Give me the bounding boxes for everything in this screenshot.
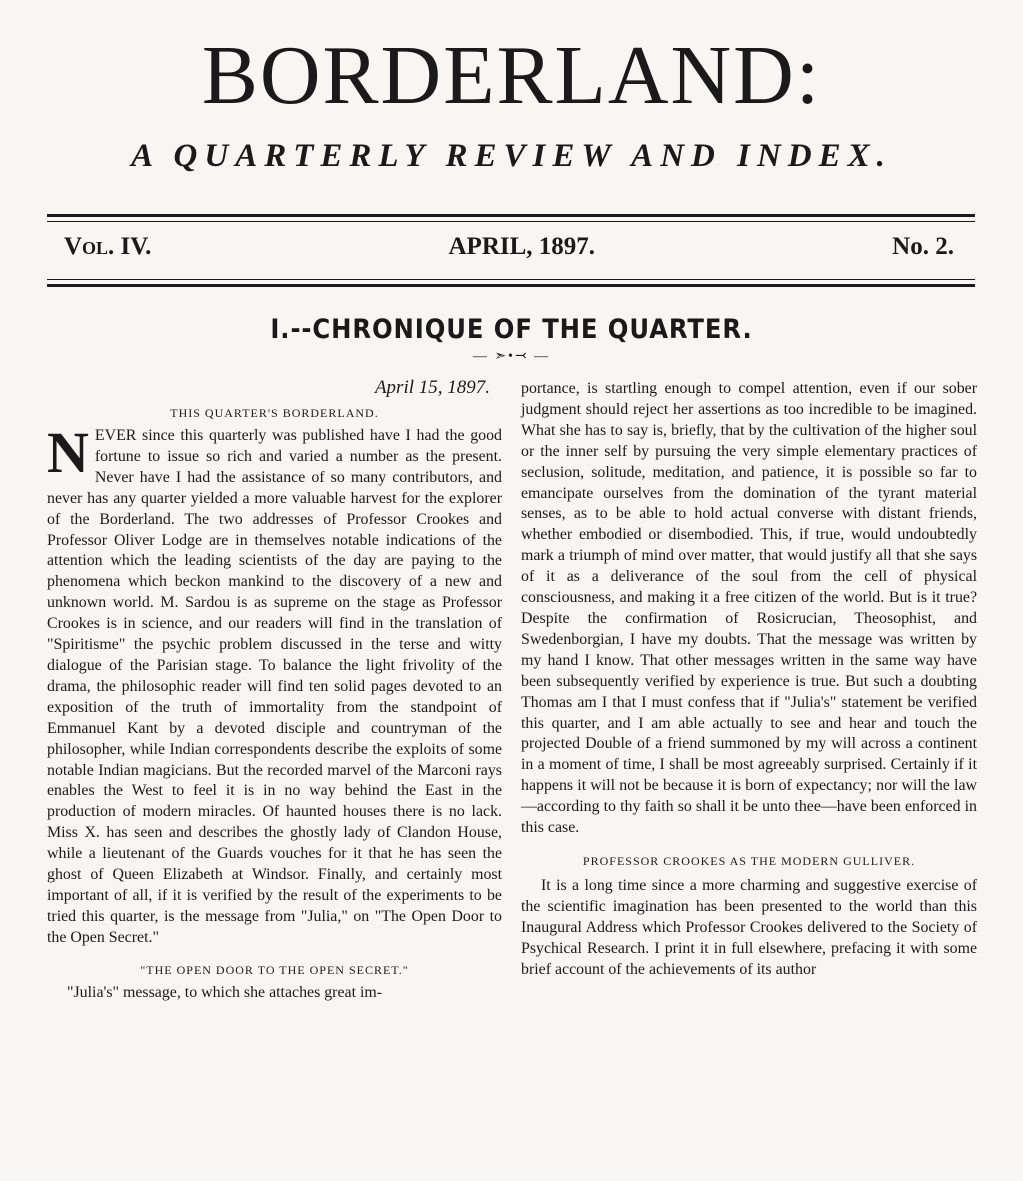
bottom-double-rule [47, 279, 975, 287]
rule-thick [47, 214, 975, 217]
paragraph-julia-continued: portance, is startling enough to compel attention, even if our sober judgment should reject her assertions as too incredible to be imagined. What she has to say is, briefly, that by the cultivation of the higher soul or the inner self by pursuing the very simple elementary practices of seclusion, solitude, meditation, and patience, it is possible so far to emancipate ourselves from the domination of the tyrant material senses, as to be able to hold actual converse with distant friends, whether embodied or disembodied. This, if true, would undoubtedly mark a triumph of mind over matter, that would justify all that she says of it as a deliverance of the soul from the cell of physical consciousness, and making it a free citizen of the world. But is it true? Despite the confirmation of Rosicrucian, Theosophist, and Swedenborgian, I have my doubts. That the message was written by my hand I know. That other messages written in the same way have been subsequently verified by experience is true. But such a doubting Thomas am I that I must confess that if "Julia's" statement be verified this quarter, and I am able actually to see and hear and touch the projected Double of a friend summoned by my will across a continent in a moment of time, I shall be most agreeably surprised. Certainly if it happens it will not be because it is born of expectancy; nor will the law—according to thy faith so shall it be unto thee—have been enforced in this case. [521, 380, 977, 837]
paragraph-intro [47, 420, 502, 949]
drop-cap: N [47, 420, 89, 485]
rule-thick [47, 284, 975, 287]
rule-thin [47, 221, 975, 222]
subhead-open-door: "THE OPEN DOOR TO THE OPEN SECRET." [140, 962, 409, 977]
top-double-rule [47, 214, 975, 222]
issue-line [64, 229, 954, 265]
subhead-crookes-gulliver: PROFESSOR CROOKES AS THE MODERN GULLIVER. [582, 853, 916, 868]
masthead-subtitle: A QUARTERLY REVIEW AND INDEX. [131, 138, 892, 174]
dateline: April 15, 1897. [374, 377, 490, 398]
lead-word: EVER [94, 427, 137, 444]
masthead-title: BORDERLAND: [201, 29, 822, 122]
right-column [521, 379, 977, 980]
volume-label: Vol. IV. [64, 233, 152, 260]
issue-date: APRIL, 1897. [448, 233, 596, 260]
issue-number: No. 2. [892, 233, 954, 260]
rule-thin [47, 279, 975, 280]
left-column [47, 376, 502, 1004]
paragraph-intro-text: since this quarterly was published have I had the good fortune to issue so rich and varied a number as the present. Never have I had the assistance of so many contributors, and never has any quarter yielded a more valuable harvest for the explorer of the Borderland. The two addresses of Professor Crookes and Professor Oliver Lodge are in themselves notable indications of the attention which the leading scientists of the day are paying to the phenomena which beckon mankind to the discovery of a new and unknown world. M. Sardou is as supreme on the stage as Professor Crookes is in science, and our readers will find in the translation of "Spiritisme" the psychic problem discussed in the terse and witty dialogue of the Parisian stage. To balance the light frivolity of the drama, the philosophic reader will find ten solid pages devoted to an exposition of the truth of immortality from the standpoint of Emmanuel Kant by a devoted disciple and countryman of the philosopher, while Indian correspondents describe the exploits of some notable Indian magicians. But the recorded marvel of the Marconi rays enables the West to feel it is in no way behind the East in the production of modern miracles. Of haunted houses there is no lack. Miss X. has seen and describes the ghostly lady of Clandon House, while a lieutenant of the Guards vouches for it that he has seen the ghost of Queen Elizabeth at Windsor. Finally, and certainly most important of all, if it is verified by the result of the experiments to be tried this quarter, is the message from "Julia," on "The Open Door to the Open Secret." [47, 427, 502, 946]
ornament-divider: — ➣•⤙ — [472, 349, 551, 364]
paragraph-julia-start: "Julia's" message, to which she attaches great im- [67, 983, 383, 1001]
section-heading: I.--CHRONIQUE OF THE QUARTER. [270, 314, 753, 345]
subhead-this-quarter: THIS QUARTER'S BORDERLAND. [170, 406, 379, 420]
paragraph-crookes: It is a long time since a more charming and suggestive exercise of the scientific imagination has been presented to the world than this Inaugural Address which Professor Crookes delivered to the Society of Psychical Research. I print it in full elsewhere, prefacing it with some brief account of the achievements of its author [521, 876, 977, 978]
